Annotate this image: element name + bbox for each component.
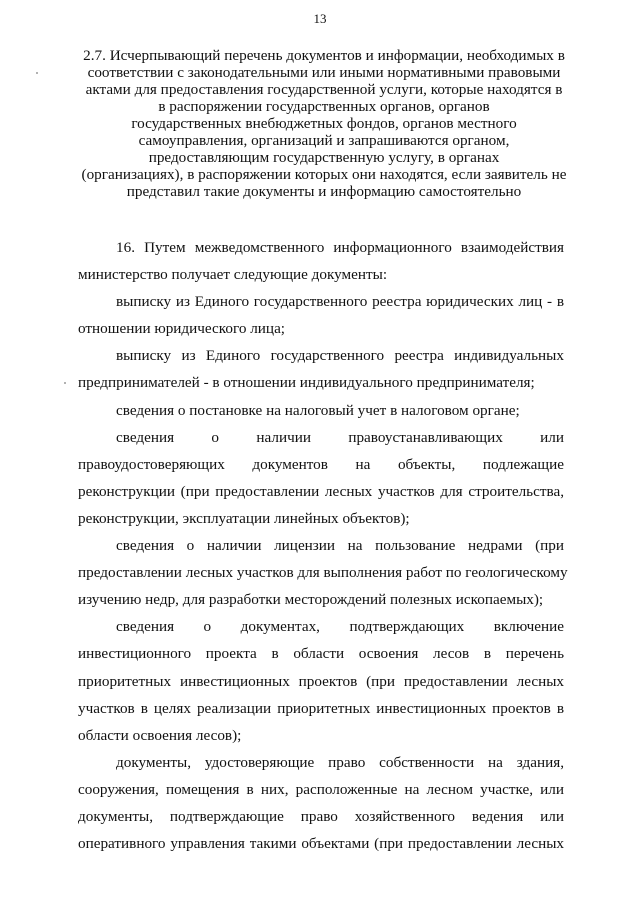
heading-line: самоуправления, организаций и запрашиваются органом, bbox=[138, 132, 510, 149]
paragraph-line: сооружения, помещения в них, расположенные на лесном участке, или bbox=[78, 780, 564, 798]
paragraph-line: изучению недр, для разработки месторождений полезных ископаемых); bbox=[78, 591, 544, 609]
paragraph-line: реконструкции (при предоставлении лесных участков для строительства, bbox=[78, 482, 564, 500]
paragraph-line: реконструкции, эксплуатации линейных объектов); bbox=[78, 509, 410, 527]
heading-line: актами для предоставления государственной услуги, которые находятся в bbox=[85, 81, 563, 98]
margin-mark bbox=[36, 72, 38, 74]
paragraph-line: сведения о наличии лицензии на пользование недрами (при bbox=[116, 537, 564, 555]
heading-line: (организациях), в распоряжении которых они находятся, если заявитель не bbox=[81, 166, 567, 183]
paragraph-line: отношении юридического лица; bbox=[78, 320, 286, 338]
heading-line: 2.7. Исчерпывающий перечень документов и информации, необходимых в bbox=[83, 47, 565, 64]
heading-line: представил такие документы и информацию самостоятельно bbox=[126, 183, 522, 200]
paragraph bbox=[78, 613, 564, 748]
paragraph-line: оперативного управления такими объектами (при предоставлении лесных bbox=[78, 835, 564, 853]
paragraph-line: сведения о документах, подтверждающих включение bbox=[116, 618, 564, 636]
paragraph-line: инвестиционного проекта в области освоения лесов в перечень bbox=[78, 645, 564, 663]
paragraph-line: приоритетных инвестиционных проектов (при предоставлении лесных bbox=[78, 672, 564, 690]
paragraph-line: сведения о наличии правоустанавливающих или bbox=[116, 428, 564, 446]
paragraph-line: выписку из Единого государственного реестра индивидуальных bbox=[116, 347, 564, 365]
paragraph bbox=[78, 342, 564, 396]
page-number: 13 bbox=[313, 11, 327, 26]
heading-line: соответствии с законодательными или иными нормативными правовыми bbox=[87, 64, 561, 81]
paragraph bbox=[78, 234, 564, 288]
paragraph-line: выписку из Единого государственного реестра юридических лиц - в bbox=[116, 293, 564, 311]
paragraph-line: документы, подтверждающие право хозяйственного ведения или bbox=[78, 807, 564, 825]
paragraph bbox=[78, 532, 568, 613]
margin-mark bbox=[64, 382, 66, 384]
paragraph bbox=[78, 288, 564, 342]
heading-line: в распоряжении государственных органов, органов bbox=[158, 98, 490, 115]
paragraph-line: документы, удостоверяющие право собственности на здания, bbox=[116, 753, 564, 771]
paragraph bbox=[78, 424, 564, 532]
paragraph-line: участков в целях реализации приоритетных инвестиционных проектов в bbox=[78, 699, 564, 717]
paragraph-line: области освоения лесов); bbox=[78, 726, 242, 744]
heading-line: государственных внебюджетных фондов, органов местного bbox=[131, 115, 517, 132]
section-heading bbox=[70, 47, 578, 200]
paragraph-line: 16. Путем межведомственного информационного взаимодействия bbox=[116, 239, 564, 256]
paragraph-line: министерство получает следующие документы: bbox=[78, 266, 388, 284]
paragraph bbox=[78, 397, 564, 424]
heading-line: предоставляющим государственную услугу, в органах bbox=[148, 149, 500, 166]
paragraph-line: предоставлении лесных участков для выполнения работ по геологическому bbox=[78, 564, 568, 582]
paragraph-line: предпринимателей - в отношении индивидуального предпринимателя; bbox=[78, 374, 535, 392]
paragraph-line: сведения о постановке на налоговый учет в налоговом органе; bbox=[116, 401, 520, 419]
paragraph bbox=[78, 749, 564, 857]
document-body bbox=[78, 234, 568, 857]
paragraph-line: правоудостоверяющих документов на объекты, подлежащие bbox=[78, 455, 564, 473]
